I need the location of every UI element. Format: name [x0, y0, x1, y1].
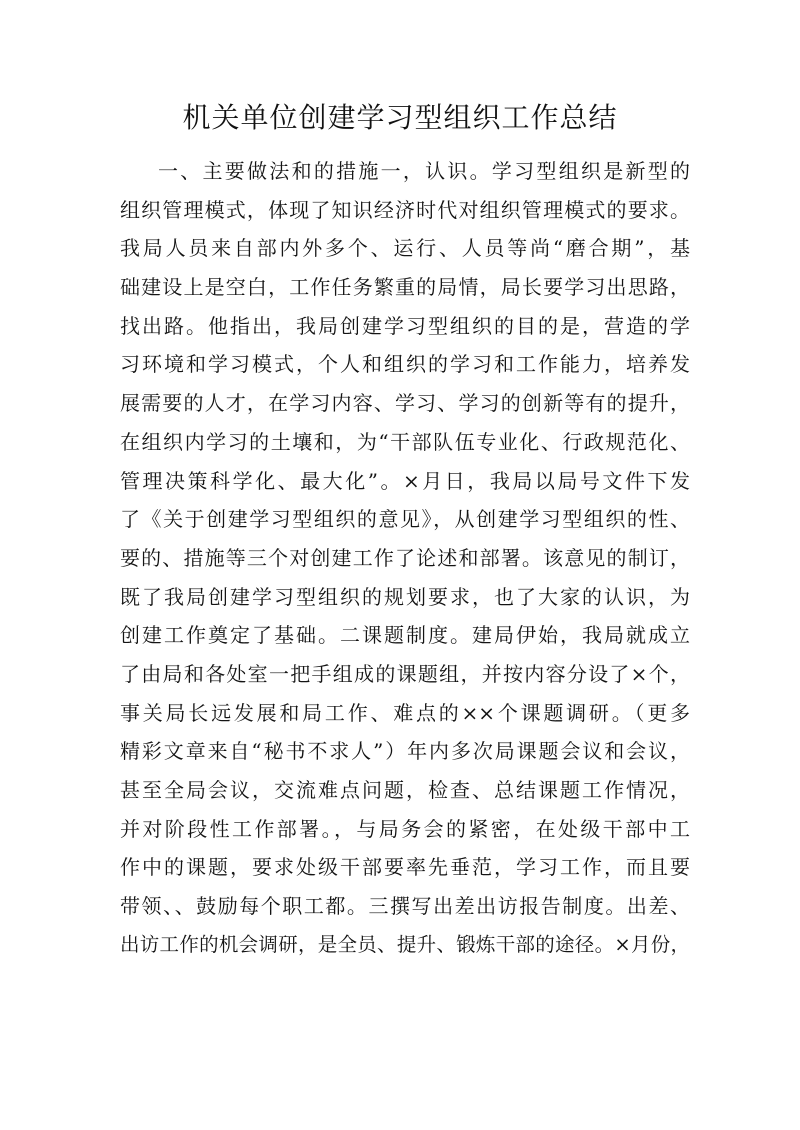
body-line: 一、主要做法和的措施一，认识。学习型组织是新型的 — [158, 159, 690, 183]
body-line: 出访工作的机会调研，是全员、提升、锻炼干部的途径。×月份， — [120, 932, 690, 956]
body-line: 作中的课题，要求处级干部要率先垂范，学习工作，而且要 — [120, 855, 690, 880]
body-line: 事关局长远发展和局工作、难点的××个课题调研。（更多 — [120, 700, 690, 725]
body-line: 要的、措施等三个对创建工作了论述和部署。该意见的制订， — [120, 545, 690, 570]
body-line: 创建工作奠定了基础。二课题制度。建局伊始，我局就成立 — [120, 623, 690, 648]
body-line: 了《关于创建学习型组织的意见》，从创建学习型组织的性、 — [120, 507, 690, 532]
body-line: 甚至全局会议，交流难点问题，检查、总结课题工作情况， — [120, 778, 690, 802]
body-line: 础建设上是空白，工作任务繁重的局情，局长要学习出思路， — [120, 275, 690, 300]
body-line: 了由局和各处室一把手组成的课题组，并按内容分设了×个， — [120, 661, 690, 686]
body-line: 习环境和学习模式，个人和组织的学习和工作能力，培养发 — [120, 352, 690, 377]
body-line: 在组织内学习的土壤和，为“干部队伍专业化、行政规范化、 — [120, 429, 690, 454]
body-line: 精彩文章来自“秘书不求人”）年内多次局课题会议和会议， — [120, 739, 690, 764]
document-body — [120, 152, 690, 964]
body-line: 我局人员来自部内外多个、运行、人员等尚“磨合期”，基 — [120, 236, 690, 261]
body-line: 找出路。他指出，我局创建学习型组织的目的是，营造的学 — [120, 313, 690, 338]
document-title: 机关单位创建学习型组织工作总结 — [182, 101, 618, 134]
body-line: 展需要的人才，在学习内容、学习、学习的创新等有的提升， — [120, 391, 690, 416]
body-line: 带领、、鼓励每个职工都。三撰写出差出访报告制度。出差、 — [120, 894, 690, 919]
body-line: 并对阶段性工作部署。，与局务会的紧密，在处级干部中工 — [120, 816, 690, 841]
body-line: 既了我局创建学习型组织的规划要求，也了大家的认识，为 — [120, 584, 690, 609]
body-line: 管理决策科学化、最大化”。×月日，我局以局号文件下发 — [120, 468, 690, 493]
body-line: 组织管理模式，体现了知识经济时代对组织管理模式的要求。 — [120, 197, 690, 222]
